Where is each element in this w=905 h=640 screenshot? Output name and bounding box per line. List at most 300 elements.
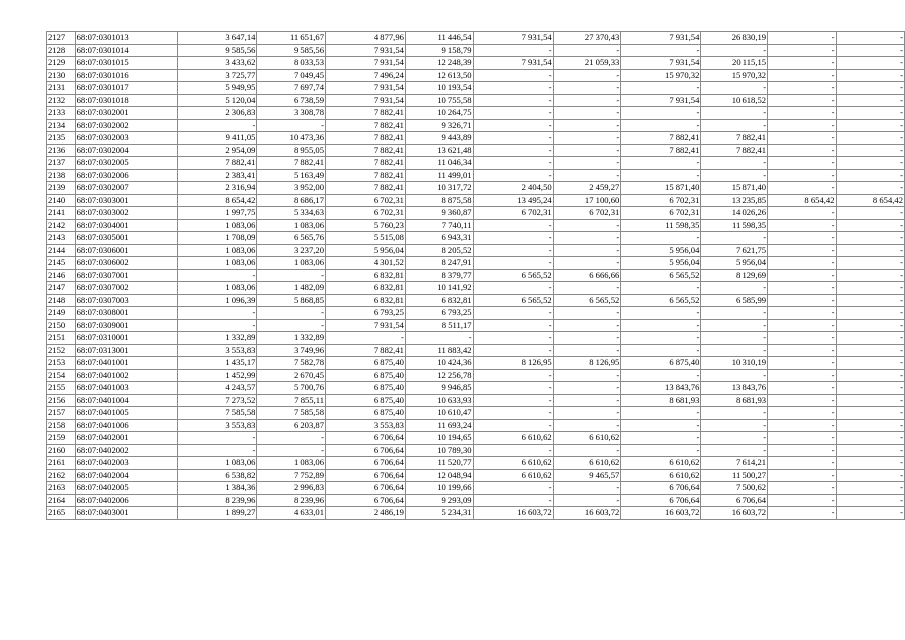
value-cell: 10 610,47 [405,407,473,420]
value-cell: 26 830,19 [701,32,768,45]
value-cell: 8 654,42 [836,194,905,207]
value-cell: 7 882,41 [326,157,406,170]
table-row [47,144,905,157]
value-cell: - [768,94,836,107]
value-cell: 6 610,62 [473,469,553,482]
value-cell: 7 931,54 [621,57,701,70]
value-cell: 13 843,76 [701,382,768,395]
table-row [47,82,905,95]
value-cell: - [836,319,905,332]
value-cell: - [553,307,621,320]
row-number-cell: 2161 [47,457,76,470]
value-cell: - [473,244,553,257]
value-cell: 6 610,62 [553,457,621,470]
value-cell: 9 360,87 [405,207,473,220]
value-cell: 8 681,93 [621,394,701,407]
value-cell: - [836,182,905,195]
value-cell: 12 613,50 [405,69,473,82]
value-cell: 8 654,42 [768,194,836,207]
value-cell: - [768,507,836,520]
value-cell: 8 033,53 [257,57,326,70]
value-cell: 6 793,25 [326,307,406,320]
value-cell: - [553,369,621,382]
value-cell: - [553,494,621,507]
value-cell: 7 752,89 [257,469,326,482]
row-number-cell: 2160 [47,444,76,457]
value-cell: - [326,332,406,345]
table-row [47,369,905,382]
value-cell: 8 686,17 [257,194,326,207]
table-row [47,69,905,82]
value-cell: 7 882,41 [621,132,701,145]
value-cell: 8 205,52 [405,244,473,257]
row-number-cell: 2151 [47,332,76,345]
value-cell: 10 199,66 [405,482,473,495]
value-cell: 11 693,24 [405,419,473,432]
value-cell: 8 681,93 [701,394,768,407]
value-cell: 11 499,01 [405,169,473,182]
value-cell: - [836,132,905,145]
table-row [47,319,905,332]
value-cell: 7 882,41 [621,144,701,157]
value-cell: 6 875,40 [326,369,406,382]
value-cell: 16 603,72 [621,507,701,520]
value-cell: 2 306,83 [177,107,257,120]
value-cell: 6 706,64 [326,482,406,495]
value-cell: - [836,457,905,470]
table-row [47,157,905,170]
value-cell: - [621,432,701,445]
value-cell: 6 565,52 [473,294,553,307]
value-cell: - [701,432,768,445]
cadastral-number-cell: 68:07:0402006 [75,494,177,507]
value-cell: 6 702,31 [621,194,701,207]
value-cell: 7 931,54 [326,319,406,332]
cadastral-number-cell: 68:07:0401005 [75,407,177,420]
value-cell: 1 083,06 [257,457,326,470]
row-number-cell: 2154 [47,369,76,382]
value-cell: 11 046,34 [405,157,473,170]
value-cell: 7 882,41 [326,182,406,195]
value-cell: - [768,82,836,95]
value-cell: - [473,382,553,395]
value-cell: - [768,444,836,457]
value-cell: 7 697,74 [257,82,326,95]
value-cell: 2 670,45 [257,369,326,382]
row-number-cell: 2135 [47,132,76,145]
value-cell: 9 158,79 [405,44,473,57]
value-cell: 17 100,60 [553,194,621,207]
table-row [47,244,905,257]
value-cell: 10 618,52 [701,94,768,107]
cadastral-number-cell: 68:07:0302005 [75,157,177,170]
row-number-cell: 2137 [47,157,76,170]
row-number-cell: 2143 [47,232,76,245]
value-cell: 8 126,95 [553,357,621,370]
cadastral-number-cell: 68:07:0302001 [75,107,177,120]
row-number-cell: 2145 [47,257,76,270]
value-cell: - [768,207,836,220]
table-row [47,394,905,407]
value-cell: 1 899,27 [177,507,257,520]
value-cell: - [473,282,553,295]
value-cell: - [768,282,836,295]
row-number-cell: 2147 [47,282,76,295]
value-cell: - [473,319,553,332]
value-cell: - [473,119,553,132]
value-cell: 1 083,06 [257,257,326,270]
value-cell: - [473,419,553,432]
value-cell: - [768,494,836,507]
value-cell: 6 706,64 [701,494,768,507]
value-cell: 5 956,04 [701,257,768,270]
value-cell: 6 875,40 [326,394,406,407]
value-cell: - [836,444,905,457]
value-cell: - [836,44,905,57]
cadastral-number-cell: 68:07:0402005 [75,482,177,495]
value-cell: - [553,232,621,245]
value-cell: 3 952,00 [257,182,326,195]
value-cell: - [701,307,768,320]
value-cell: 6 832,81 [326,282,406,295]
value-cell: 6 610,62 [621,457,701,470]
value-cell: 5 956,04 [621,257,701,270]
value-cell: 6 875,40 [326,382,406,395]
value-cell: - [621,44,701,57]
value-cell: - [836,294,905,307]
value-cell: 6 943,31 [405,232,473,245]
cadastral-number-cell: 68:07:0307002 [75,282,177,295]
table-row [47,107,905,120]
value-cell: - [768,44,836,57]
value-cell: - [553,407,621,420]
table-row [47,207,905,220]
row-number-cell: 2149 [47,307,76,320]
row-number-cell: 2141 [47,207,76,220]
table-row [47,419,905,432]
row-number-cell: 2152 [47,344,76,357]
value-cell: 5 234,31 [405,507,473,520]
row-number-cell: 2158 [47,419,76,432]
value-cell: 7 931,54 [326,44,406,57]
cadastral-number-cell: 68:07:0401001 [75,357,177,370]
value-cell: - [553,44,621,57]
row-number-cell: 2148 [47,294,76,307]
value-cell: 7 931,54 [326,82,406,95]
value-cell: 3 725,77 [177,69,257,82]
value-cell: 15 970,32 [701,69,768,82]
value-cell: - [553,419,621,432]
value-cell: 3 308,78 [257,107,326,120]
value-cell: 1 083,06 [177,257,257,270]
value-cell: 7 582,78 [257,357,326,370]
value-cell: - [621,282,701,295]
table-row [47,407,905,420]
row-number-cell: 2165 [47,507,76,520]
value-cell: 10 633,93 [405,394,473,407]
value-cell: - [177,119,257,132]
value-cell: 13 235,85 [701,194,768,207]
value-cell: - [553,482,621,495]
row-number-cell: 2142 [47,219,76,232]
value-cell: 6 702,31 [473,207,553,220]
cadastral-number-cell: 68:07:0307001 [75,269,177,282]
value-cell: - [836,507,905,520]
cadastral-number-cell: 68:07:0307003 [75,294,177,307]
value-cell: - [553,444,621,457]
value-cell: 6 565,52 [473,269,553,282]
value-cell: - [621,157,701,170]
value-cell: - [177,269,257,282]
value-cell: 6 203,87 [257,419,326,432]
cadastral-number-cell: 68:07:0308001 [75,307,177,320]
value-cell: 7 273,52 [177,394,257,407]
value-cell: 6 538,82 [177,469,257,482]
value-cell: 16 603,72 [473,507,553,520]
value-cell: 7 931,54 [326,57,406,70]
value-cell: - [621,344,701,357]
value-cell: 10 193,54 [405,82,473,95]
value-cell: 7 882,41 [257,157,326,170]
value-cell: - [701,44,768,57]
value-cell: - [768,344,836,357]
value-cell: 8 511,17 [405,319,473,332]
table-row [47,494,905,507]
value-cell: 10 317,72 [405,182,473,195]
value-cell: 6 565,52 [553,294,621,307]
value-cell: 14 026,26 [701,207,768,220]
value-cell: - [836,119,905,132]
value-cell: - [257,319,326,332]
value-cell: - [257,307,326,320]
value-cell: - [257,444,326,457]
value-cell: - [701,344,768,357]
value-cell: - [701,319,768,332]
value-cell: 7 882,41 [326,132,406,145]
value-cell: - [553,332,621,345]
value-cell: - [473,482,553,495]
value-cell: - [701,169,768,182]
cadastral-value-table [46,31,905,520]
value-cell: - [836,344,905,357]
value-cell: 8 247,91 [405,257,473,270]
value-cell: - [553,169,621,182]
value-cell: 7 855,11 [257,394,326,407]
value-cell: - [553,107,621,120]
cadastral-number-cell: 68:07:0403001 [75,507,177,520]
cadastral-number-cell: 68:07:0302004 [75,144,177,157]
value-cell: - [621,169,701,182]
value-cell: 11 500,27 [701,469,768,482]
value-cell: - [768,169,836,182]
value-cell: 4 301,52 [326,257,406,270]
cadastral-number-cell: 68:07:0301014 [75,44,177,57]
table-row [47,332,905,345]
value-cell: - [836,407,905,420]
value-cell: 6 610,62 [553,432,621,445]
value-cell: - [553,132,621,145]
value-cell: 16 603,72 [553,507,621,520]
value-cell: 7 931,54 [326,94,406,107]
table-row [47,469,905,482]
value-cell: 7 882,41 [326,344,406,357]
row-number-cell: 2127 [47,32,76,45]
cadastral-number-cell: 68:07:0303001 [75,194,177,207]
value-cell: - [836,219,905,232]
value-cell: - [836,232,905,245]
row-number-cell: 2136 [47,144,76,157]
row-number-cell: 2131 [47,82,76,95]
row-number-cell: 2155 [47,382,76,395]
value-cell: 12 256,78 [405,369,473,382]
value-cell: 1 482,09 [257,282,326,295]
row-number-cell: 2153 [47,357,76,370]
value-cell: 8 379,77 [405,269,473,282]
value-cell: - [768,419,836,432]
value-cell: - [768,294,836,307]
value-cell: 7 931,54 [473,57,553,70]
value-cell: - [701,369,768,382]
value-cell: 10 755,58 [405,94,473,107]
table-row [47,432,905,445]
value-cell: 16 603,72 [701,507,768,520]
value-cell: - [621,407,701,420]
value-cell: 6 585,99 [701,294,768,307]
row-number-cell: 2139 [47,182,76,195]
value-cell: 6 706,64 [326,469,406,482]
value-cell: - [553,382,621,395]
value-cell: 10 424,36 [405,357,473,370]
value-cell: 9 465,57 [553,469,621,482]
value-cell: - [473,144,553,157]
value-cell: - [836,307,905,320]
value-cell: 9 411,05 [177,132,257,145]
value-cell: 11 598,35 [621,219,701,232]
cadastral-number-cell: 68:07:0301017 [75,82,177,95]
value-cell: 7 931,54 [473,32,553,45]
table-row [47,32,905,45]
value-cell: 11 446,54 [405,32,473,45]
value-cell: - [768,232,836,245]
value-cell: 6 706,64 [326,444,406,457]
cadastral-number-cell: 68:07:0302002 [75,119,177,132]
value-cell: - [701,407,768,420]
value-cell: 5 949,95 [177,82,257,95]
value-cell: - [836,244,905,257]
value-cell: - [621,82,701,95]
value-cell: 2 996,83 [257,482,326,495]
value-cell: 7 882,41 [177,157,257,170]
value-cell: - [836,469,905,482]
value-cell: 21 059,33 [553,57,621,70]
value-cell: - [768,107,836,120]
cadastral-number-cell: 68:07:0309001 [75,319,177,332]
value-cell: 6 702,31 [326,207,406,220]
table-row [47,194,905,207]
row-number-cell: 2162 [47,469,76,482]
value-cell: - [473,369,553,382]
value-cell: - [177,444,257,457]
value-cell: 4 877,96 [326,32,406,45]
value-cell: 6 702,31 [326,194,406,207]
value-cell: - [768,357,836,370]
value-cell: 6 565,76 [257,232,326,245]
value-cell: 10 141,92 [405,282,473,295]
cadastral-number-cell: 68:07:0302006 [75,169,177,182]
value-cell: 7 882,41 [326,107,406,120]
value-cell: 9 585,56 [177,44,257,57]
value-cell: - [621,107,701,120]
value-cell: - [836,357,905,370]
value-cell: - [473,94,553,107]
value-cell: - [768,32,836,45]
cadastral-number-cell: 68:07:0401004 [75,394,177,407]
value-cell: 6 565,52 [621,294,701,307]
value-cell: 6 706,64 [326,432,406,445]
cadastral-number-cell: 68:07:0306002 [75,257,177,270]
value-cell: - [473,307,553,320]
row-number-cell: 2146 [47,269,76,282]
value-cell: 6 610,62 [473,432,553,445]
table-row [47,269,905,282]
table-row [47,182,905,195]
value-cell: 6 875,40 [326,407,406,420]
value-cell: - [836,57,905,70]
value-cell: 1 332,89 [257,332,326,345]
value-cell: 6 706,64 [621,482,701,495]
value-cell: - [768,257,836,270]
value-cell: 6 832,81 [326,269,406,282]
value-cell: - [768,219,836,232]
value-cell: - [836,482,905,495]
value-cell: - [768,407,836,420]
value-cell: 11 883,42 [405,344,473,357]
value-cell: - [553,144,621,157]
cadastral-number-cell: 68:07:0301016 [75,69,177,82]
value-cell: - [768,369,836,382]
value-cell: - [768,69,836,82]
cadastral-number-cell: 68:07:0301013 [75,32,177,45]
value-cell: 10 264,75 [405,107,473,120]
value-cell: 10 194,65 [405,432,473,445]
value-cell: - [701,107,768,120]
cadastral-number-cell: 68:07:0402003 [75,457,177,470]
value-cell: - [177,432,257,445]
value-cell: - [553,257,621,270]
value-cell: - [768,57,836,70]
value-cell: - [553,319,621,332]
row-number-cell: 2164 [47,494,76,507]
cadastral-number-cell: 68:07:0401006 [75,419,177,432]
value-cell: 2 486,19 [326,507,406,520]
value-cell: 6 738,59 [257,94,326,107]
value-cell: 13 621,48 [405,144,473,157]
value-cell: 6 706,64 [621,494,701,507]
row-number-cell: 2129 [47,57,76,70]
value-cell: - [473,69,553,82]
value-cell: - [177,319,257,332]
value-cell: 7 882,41 [326,169,406,182]
value-cell: - [768,382,836,395]
value-cell: 1 083,06 [177,282,257,295]
value-cell: 3 237,20 [257,244,326,257]
value-cell: - [768,244,836,257]
row-number-cell: 2163 [47,482,76,495]
value-cell: - [553,244,621,257]
value-cell: 4 243,57 [177,382,257,395]
value-cell: - [473,44,553,57]
value-cell: - [621,332,701,345]
